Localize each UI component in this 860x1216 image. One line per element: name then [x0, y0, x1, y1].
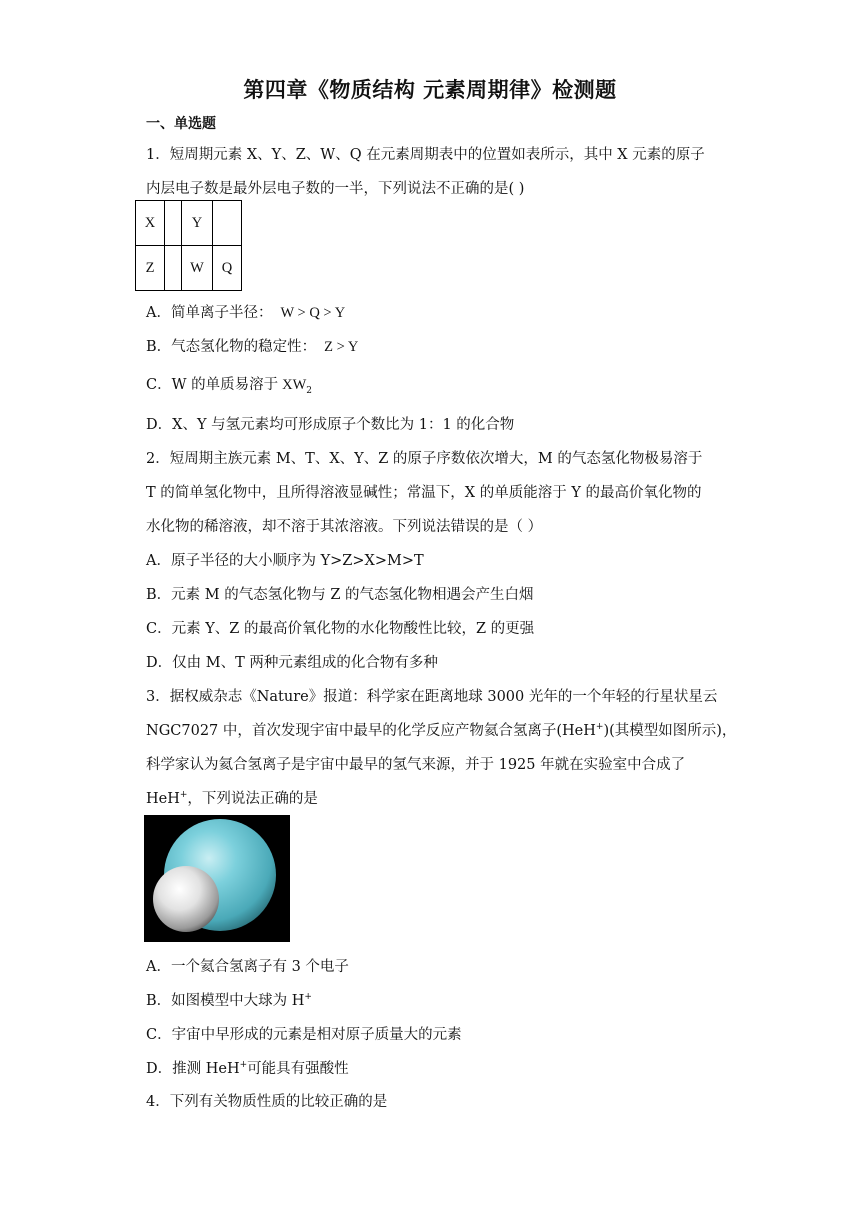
- option-label: C．W 的单质易溶于: [146, 377, 279, 393]
- q1-option-a: [146, 301, 345, 322]
- q2-stem-line1: 2．短周期主族元素 M、T、X、Y、Z 的原子序数依次增大，M 的气态氢化物极易溶于: [146, 451, 703, 467]
- heh-molecule-model-image: [144, 815, 290, 942]
- q3-stem-line4: [146, 787, 318, 808]
- q1-option-d: D．X、Y 与氢元素均可形成原子个数比为 1：1 的化合物: [146, 417, 515, 433]
- option-label: A．简单离子半径：: [146, 305, 273, 321]
- table-cell: Z: [136, 246, 165, 291]
- superscript: +: [239, 1060, 248, 1071]
- superscript: +: [595, 722, 604, 733]
- superscript: +: [304, 992, 312, 1003]
- text-segment: )(其模型如图所示)，: [603, 723, 737, 739]
- section-heading: 一、单选题: [146, 116, 216, 132]
- q3-option-b: [146, 989, 312, 1010]
- option-formula: W > Q > Y: [280, 305, 346, 321]
- q2-option-a: A．原子半径的大小顺序为 Y>Z>X>M>T: [146, 553, 424, 569]
- small-sphere: [153, 866, 219, 932]
- q1-stem-line1: 1．短周期元素 X、Y、Z、W、Q 在元素周期表中的位置如表所示，其中 X 元素的原子: [146, 147, 705, 163]
- text-segment: D．推测 HeH: [146, 1061, 240, 1077]
- option-formula: Z > Y: [324, 339, 359, 355]
- q2-option-b: B．元素 M 的气态氢化物与 Z 的气态氢化物相遇会产生白烟: [146, 587, 534, 603]
- q2-stem-line3: 水化物的稀溶液，却不溶于其浓溶液。下列说法错误的是（ ）: [146, 519, 543, 535]
- q3-option-d: [146, 1057, 349, 1078]
- table-cell: Q: [213, 246, 242, 291]
- q4-stem-line1: 4．下列有关物质性质的比较正确的是: [146, 1094, 388, 1110]
- option-formula: XW: [282, 377, 307, 393]
- q2-option-c: C．元素 Y、Z 的最高价氧化物的水化物酸性比较，Z 的更强: [146, 621, 535, 637]
- text-segment: HeH: [146, 791, 180, 807]
- table-cell: W: [182, 246, 213, 291]
- text-segment: B．如图模型中大球为 H: [146, 993, 305, 1009]
- q3-stem-line1: 3．据权威杂志《Nature》报道：科学家在距离地球 3000 光年的一个年轻的行星状星云: [146, 689, 718, 705]
- q1-stem-line2: 内层电子数是最外层电子数的一半，下列说法不正确的是( ): [146, 181, 525, 197]
- table-cell: Y: [182, 201, 213, 246]
- text-segment: ，下列说法正确的是: [187, 791, 318, 807]
- table-cell: [213, 201, 242, 246]
- table-row: [136, 246, 242, 291]
- page-title: 第四章《物质结构 元素周期律》检测题: [243, 78, 617, 102]
- table-cell: [165, 201, 182, 246]
- superscript: +: [179, 790, 188, 801]
- periodic-position-table: [135, 200, 242, 291]
- formula-subscript: 2: [306, 385, 313, 396]
- table-cell: X: [136, 201, 165, 246]
- table-row: [136, 201, 242, 246]
- option-label: B．气态氢化物的稳定性：: [146, 339, 317, 355]
- table-cell: [165, 246, 182, 291]
- q3-option-a: A．一个氦合氢离子有 3 个电子: [146, 959, 349, 975]
- q3-stem-line3: 科学家认为氦合氢离子是宇宙中最早的氢气来源，并于 1925 年就在实验室中合成了: [146, 757, 686, 773]
- q3-option-c: C．宇宙中早形成的元素是相对原子质量大的元素: [146, 1027, 462, 1043]
- molecule-model-illustration: [144, 815, 290, 942]
- q2-option-d: D．仅由 M、T 两种元素组成的化合物有多种: [146, 655, 438, 671]
- q1-option-c: [146, 373, 312, 394]
- q3-stem-line2: [146, 719, 736, 740]
- q2-stem-line2: T 的简单氢化物中，且所得溶液显碱性；常温下，X 的单质能溶于 Y 的最高价氧化物的: [146, 485, 702, 501]
- text-segment: 可能具有强酸性: [247, 1061, 349, 1077]
- q1-option-b: [146, 335, 358, 356]
- text-segment: NGC7027 中，首次发现宇宙中最早的化学反应产物氦合氢离子(HeH: [146, 723, 596, 739]
